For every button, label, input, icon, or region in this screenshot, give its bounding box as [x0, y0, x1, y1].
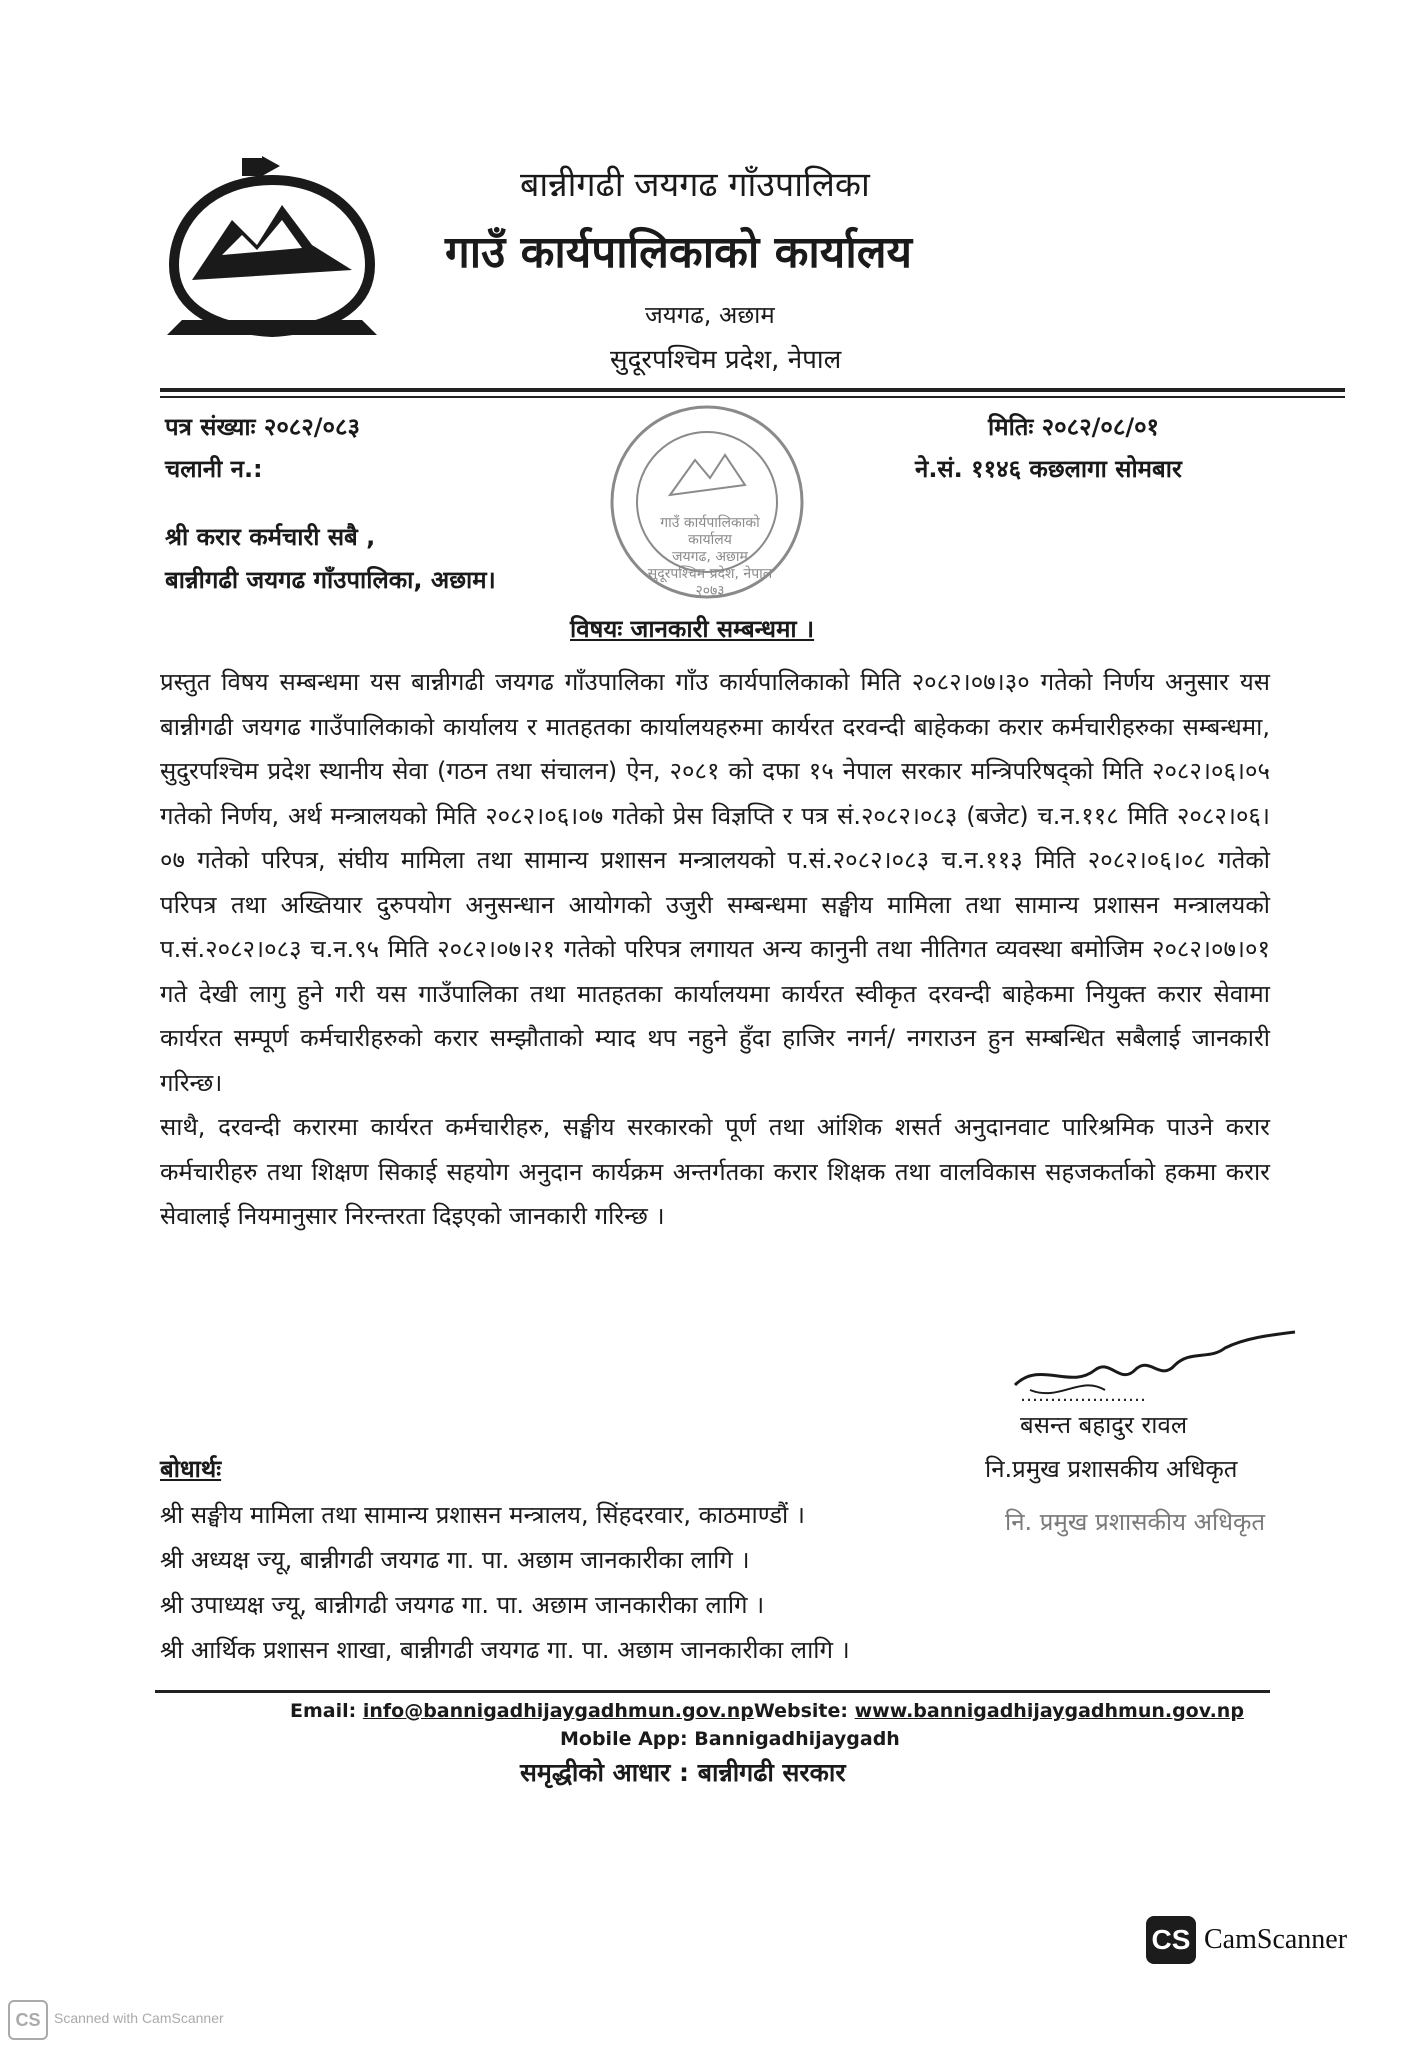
stamp-line-1: गाउँ कार्यपालिकाको कार्यालय [660, 515, 760, 548]
nepal-emblem-logo [152, 150, 392, 350]
header-divider-thin [160, 396, 1345, 398]
letter-number: पत्र संख्याः २०८२/०८३ [165, 413, 360, 441]
signature-dots: ………………… [1020, 1385, 1146, 1406]
body-paragraph-1: प्रस्तुत विषय सम्बन्धमा यस बान्नीगढी जयगढ गाँउपालिका गाँउ कार्यपालिकाको मिति २०८२।०७।३० गतेको निर्णय अनुसार यस बान्नीगढी जयगढ गाउँपालिकाको कार्यालय र मातहतका कार्यालयहरुमा कार्यरत दरवन्दी बाहेकका करार कर्मचारीहरुका सम्बन्धमा, सुदुरपश्चिम प्रदेश स्थानीय सेवा (गठन तथा संचालन) ऐन, २०८१ को दफा १५ नेपाल सरकार मन्त्रिपरिषद्को मिति २०८२।०६।०५ गतेको निर्णय, अर्थ मन्त्रालयको मिति २०८२।०६।०७ गतेको प्रेस विज्ञप्ति र पत्र सं.२०८२।०८३ (बजेट) च.न.११८ मिति २०८२।०६।०७ गतेको परिपत्र, संघीय मामिला तथा सामान्य प्रशासन मन्त्रालयको प.सं.२०८२।०८३ च.न.११३ मिति २०८२।०६।०८ गतेको परिपत्र तथा अख्तियार दुरुपयोग अनुसन्धान आयोगको उजुरी सम्बन्धमा सङ्घीय मामिला तथा सामान्य प्रशासन मन्त्रालयको प.सं.२०८२।०८३ च.न.९५ मिति २०८२।०७।२१ गतेको परिपत्र लगायत अन्य कानुनी तथा नीतिगत व्यवस्था बमोजिम २०८२।०७।०१ गते देखी लागु हुने गरी यस गाउँपालिका तथा मातहतका कार्यालयमा कार्यरत स्वीकृत दरवन्दी बाहेकमा नियुक्त करार सेवामा कार्यरत सम्पूर्ण कर्मचारीहरुको करार सम्झौताको म्याद थप नहुने हुँदा हाजिर नगर्न/ नगराउन हुन सम्बन्धित सबैलाई जानकारी गरिन्छ। [160, 668, 1270, 1097]
municipality-name: बान्नीगढी जयगढ गाँउपालिका [520, 165, 870, 205]
signatory-name: बसन्त बहादुर रावल [1020, 1411, 1188, 1439]
stamp-line-2: जयगढ, अछाम [672, 549, 748, 565]
signatory-title: नि.प्रमुख प्रशासकीय अधिकृत [985, 1455, 1238, 1483]
camscanner-brand: CamScanner [1204, 1924, 1348, 1955]
camscanner-mini-logo-icon: CS [8, 2000, 48, 2040]
email-link[interactable]: info@bannigadhijaygadhmun.gov.np [362, 1700, 754, 1722]
cc-item: श्री अध्यक्ष ज्यू, बान्नीगढी जयगढ गा. पा. अछाम जानकारीका लागि । [160, 1546, 750, 1574]
footer-slogan: समृद्धीको आधार : बान्नीगढी सरकार [520, 1758, 846, 1787]
footer-divider [155, 1690, 1270, 1693]
website-link[interactable]: www.bannigadhijaygadhmun.gov.np [854, 1700, 1244, 1722]
letter-subject: विषयः जानकारी सम्बन्धमा । [570, 615, 815, 643]
cc-item: श्री सङ्घीय मामिला तथा सामान्य प्रशासन मन्त्रालय, सिंहदरवार, काठमाण्डौं । [160, 1501, 805, 1529]
cc-item: श्री उपाध्यक्ष ज्यू, बान्नीगढी जयगढ गा. पा. अछाम जानकारीका लागि । [160, 1591, 765, 1619]
cc-item: श्री आर्थिक प्रशासन शाखा, बान्नीगढी जयगढ गा. पा. अछाम जानकारीका लागि । [160, 1636, 850, 1664]
header-divider [160, 388, 1345, 392]
stamp-year: २०७३ [695, 583, 725, 599]
stamp-text [640, 515, 780, 600]
province-address: सुदूरपश्चिम प्रदेश, नेपाल [610, 345, 842, 375]
mobile-app: Mobile App: Bannigadhijaygadh [560, 1728, 900, 1750]
office-title: गाउँ कार्यपालिकाको कार्यालय [445, 227, 913, 278]
footer-contact [290, 1700, 1244, 1722]
dispatch-number: चलानी न.: [165, 455, 263, 483]
addressee-line-1: श्री करार कर्मचारी सबै , [165, 523, 376, 551]
letter-date: मितिः २०८२/०८/०१ [988, 413, 1160, 441]
designation-stamp: नि. प्रमुख प्रशासकीय अधिकृत [1005, 1508, 1266, 1536]
email-label: Email: [290, 1700, 363, 1722]
stamp-line-3: सुदूरपश्चिम प्रदेश, नेपाल [647, 566, 773, 582]
letter-body [160, 660, 1270, 1239]
emblem-icon [152, 150, 392, 350]
camscanner-logo-icon: CS [1146, 1916, 1196, 1964]
cc-heading: बोधार्थः [160, 1455, 222, 1483]
body-paragraph-2: साथै, दरवन्दी करारमा कार्यरत कर्मचारीहरु, सङ्घीय सरकारको पूर्ण तथा आंशिक शसर्त अनुदानवाट पारिश्रमिक पाउने करार कर्मचारीहरु तथा शिक्षण सिकाई सहयोग अनुदान कार्यक्रम अन्तर्गतका करार शिक्षक तथा वालविकास सहजकर्ताको हकमा करार सेवालाई नियमानुसार निरन्तरता दिइएको जानकारी गरिन्छ । [160, 1113, 1271, 1230]
office-address: जयगढ, अछाम [645, 301, 775, 329]
addressee-line-2: बान्नीगढी जयगढ गाँउपालिका, अछाम। [165, 566, 496, 594]
nepal-sambat-date: ने.सं. ११४६ कछलागा सोमबार [915, 455, 1182, 483]
scanned-with-note: Scanned with CamScanner [54, 2010, 224, 2026]
website-label: Website: [753, 1700, 855, 1722]
